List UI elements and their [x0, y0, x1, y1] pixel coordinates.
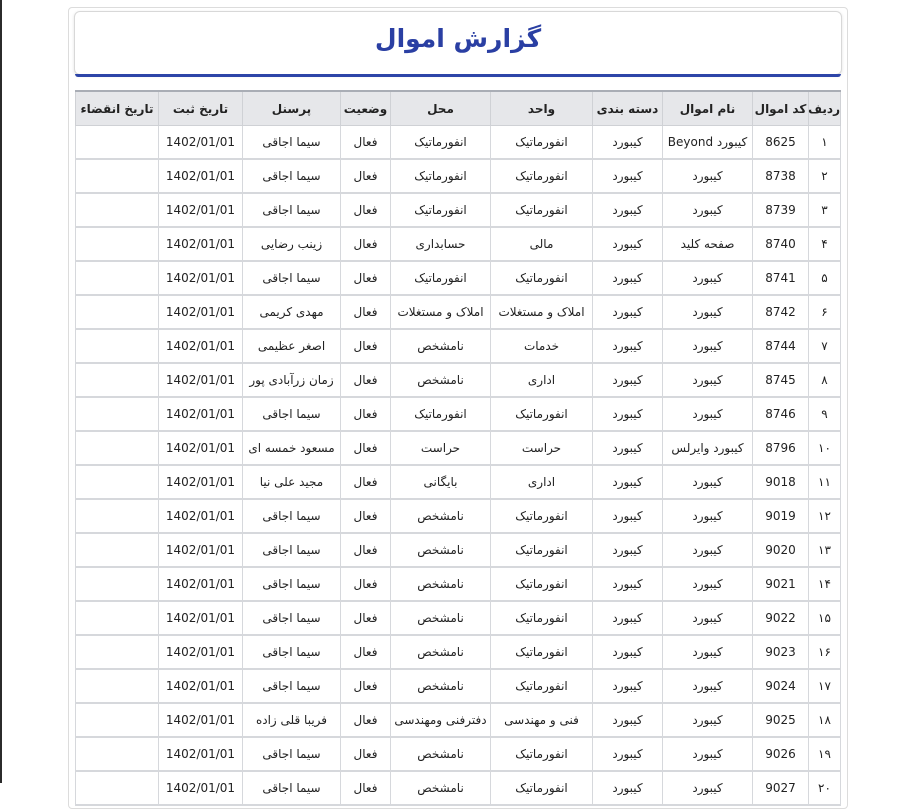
cell-personnel: سیما اجاقی [243, 601, 341, 635]
cell-category: کیبورد [593, 737, 663, 771]
cell-unit: انفورماتیک [491, 771, 593, 805]
cell-personnel: مسعود خمسه ای [243, 431, 341, 465]
cell-location: نامشخص [391, 499, 491, 533]
cell-asset-code: 8744 [753, 329, 809, 363]
header-asset-code[interactable]: کد اموال [753, 91, 809, 126]
cell-unit: انفورماتیک [491, 533, 593, 567]
cell-unit: انفورماتیک [491, 397, 593, 431]
cell-category: کیبورد [593, 499, 663, 533]
cell-asset-name: کیبورد [663, 159, 753, 193]
cell-unit: اداری [491, 363, 593, 397]
cell-personnel: سیما اجاقی [243, 533, 341, 567]
page-title: گزارش اموال [374, 24, 542, 53]
cell-category: کیبورد [593, 431, 663, 465]
cell-unit: انفورماتیک [491, 499, 593, 533]
cell-register-date: 1402/01/01 [159, 465, 243, 499]
cell-category: کیبورد [593, 329, 663, 363]
cell-status: فعال [341, 261, 391, 295]
table-row[interactable] [76, 499, 841, 533]
cell-expiry-date [76, 567, 159, 601]
cell-asset-code: 8796 [753, 431, 809, 465]
cell-location: انفورماتیک [391, 397, 491, 431]
cell-expiry-date [76, 126, 159, 160]
cell-expiry-date [76, 261, 159, 295]
cell-location: حسابداری [391, 227, 491, 261]
cell-asset-code: 9022 [753, 601, 809, 635]
cell-row-number: ۶ [809, 295, 841, 329]
cell-expiry-date [76, 771, 159, 805]
header-row-number[interactable]: ردیف [809, 91, 841, 126]
header-personnel[interactable]: پرسنل [243, 91, 341, 126]
cell-unit: انفورماتیک [491, 126, 593, 160]
cell-status: فعال [341, 295, 391, 329]
cell-register-date: 1402/01/01 [159, 261, 243, 295]
cell-expiry-date [76, 431, 159, 465]
cell-status: فعال [341, 193, 391, 227]
cell-asset-name: کیبورد [663, 771, 753, 805]
cell-asset-name: کیبورد [663, 635, 753, 669]
cell-asset-name: کیبورد [663, 533, 753, 567]
cell-personnel: فریبا قلی زاده [243, 703, 341, 737]
cell-location: حراست [391, 431, 491, 465]
cell-expiry-date [76, 295, 159, 329]
cell-asset-code: 8742 [753, 295, 809, 329]
cell-row-number: ۷ [809, 329, 841, 363]
cell-expiry-date [76, 363, 159, 397]
cell-expiry-date [76, 465, 159, 499]
cell-row-number: ۱۱ [809, 465, 841, 499]
cell-status: فعال [341, 669, 391, 703]
cell-unit: انفورماتیک [491, 567, 593, 601]
cell-row-number: ۴ [809, 227, 841, 261]
cell-asset-name: کیبورد [663, 703, 753, 737]
cell-register-date: 1402/01/01 [159, 703, 243, 737]
table-row[interactable] [76, 227, 841, 261]
cell-asset-code: 9024 [753, 669, 809, 703]
cell-asset-name: کیبورد [663, 193, 753, 227]
cell-category: کیبورد [593, 635, 663, 669]
cell-row-number: ۲۰ [809, 771, 841, 805]
cell-asset-code: 9027 [753, 771, 809, 805]
cell-status: فعال [341, 635, 391, 669]
cell-category: کیبورد [593, 397, 663, 431]
table-row[interactable] [76, 431, 841, 465]
cell-register-date: 1402/01/01 [159, 329, 243, 363]
cell-unit: انفورماتیک [491, 737, 593, 771]
cell-location: نامشخص [391, 329, 491, 363]
cell-personnel: سیما اجاقی [243, 635, 341, 669]
cell-personnel: سیما اجاقی [243, 771, 341, 805]
table-row[interactable] [76, 703, 841, 737]
cell-asset-name: کیبورد [663, 499, 753, 533]
cell-asset-name: کیبورد [663, 397, 753, 431]
cell-row-number: ۱۴ [809, 567, 841, 601]
cell-row-number: ۱۸ [809, 703, 841, 737]
cell-personnel: مجید علی نیا [243, 465, 341, 499]
cell-asset-code: 9025 [753, 703, 809, 737]
report-header-card [74, 11, 842, 75]
cell-status: فعال [341, 363, 391, 397]
cell-asset-code: 8741 [753, 261, 809, 295]
cell-unit: اداری [491, 465, 593, 499]
cell-register-date: 1402/01/01 [159, 669, 243, 703]
cell-personnel: سیما اجاقی [243, 193, 341, 227]
table-row[interactable] [76, 533, 841, 567]
cell-asset-name: کیبورد [663, 737, 753, 771]
cell-asset-code: 9026 [753, 737, 809, 771]
cell-status: فعال [341, 159, 391, 193]
cell-asset-code: 8740 [753, 227, 809, 261]
cell-unit: مالی [491, 227, 593, 261]
cell-unit: انفورماتیک [491, 193, 593, 227]
assets-table-container [75, 90, 840, 806]
table-row[interactable] [76, 669, 841, 703]
cell-row-number: ۵ [809, 261, 841, 295]
cell-expiry-date [76, 397, 159, 431]
cell-category: کیبورد [593, 567, 663, 601]
table-row[interactable] [76, 329, 841, 363]
cell-row-number: ۳ [809, 193, 841, 227]
cell-expiry-date [76, 329, 159, 363]
cell-personnel: سیما اجاقی [243, 397, 341, 431]
cell-location: انفورماتیک [391, 159, 491, 193]
cell-asset-code: 8625 [753, 126, 809, 160]
table-row[interactable] [76, 465, 841, 499]
cell-register-date: 1402/01/01 [159, 295, 243, 329]
cell-personnel: اصغر عظیمی [243, 329, 341, 363]
cell-status: فعال [341, 465, 391, 499]
cell-expiry-date [76, 737, 159, 771]
cell-asset-name: کیبورد [663, 295, 753, 329]
cell-status: فعال [341, 126, 391, 160]
cell-asset-name: کیبورد وایرلس [663, 431, 753, 465]
cell-asset-name: کیبورد [663, 329, 753, 363]
cell-status: فعال [341, 227, 391, 261]
cell-asset-code: 8738 [753, 159, 809, 193]
cell-unit: خدمات [491, 329, 593, 363]
cell-row-number: ۱۹ [809, 737, 841, 771]
cell-row-number: ۱۳ [809, 533, 841, 567]
report-page [68, 7, 848, 809]
cell-expiry-date [76, 499, 159, 533]
cell-status: فعال [341, 737, 391, 771]
header-register-date[interactable]: تاریخ ثبت [159, 91, 243, 126]
cell-expiry-date [76, 533, 159, 567]
cell-register-date: 1402/01/01 [159, 635, 243, 669]
cell-register-date: 1402/01/01 [159, 431, 243, 465]
cell-status: فعال [341, 601, 391, 635]
cell-unit: انفورماتیک [491, 635, 593, 669]
cell-location: نامشخص [391, 737, 491, 771]
cell-location: نامشخص [391, 601, 491, 635]
cell-expiry-date [76, 193, 159, 227]
cell-personnel: سیما اجاقی [243, 126, 341, 160]
cell-unit: انفورماتیک [491, 601, 593, 635]
cell-register-date: 1402/01/01 [159, 601, 243, 635]
cell-row-number: ۸ [809, 363, 841, 397]
cell-asset-code: 9020 [753, 533, 809, 567]
cell-personnel: سیما اجاقی [243, 737, 341, 771]
cell-row-number: ۲ [809, 159, 841, 193]
cell-location: نامشخص [391, 635, 491, 669]
cell-asset-name: کیبورد [663, 261, 753, 295]
table-row[interactable] [76, 397, 841, 431]
header-asset-name[interactable]: نام اموال [663, 91, 753, 126]
cell-unit: املاک و مستغلات [491, 295, 593, 329]
cell-status: فعال [341, 397, 391, 431]
cell-status: فعال [341, 703, 391, 737]
cell-personnel: سیما اجاقی [243, 669, 341, 703]
cell-row-number: ۱۷ [809, 669, 841, 703]
cell-row-number: ۱۵ [809, 601, 841, 635]
table-row[interactable] [76, 601, 841, 635]
cell-status: فعال [341, 771, 391, 805]
cell-status: فعال [341, 329, 391, 363]
cell-expiry-date [76, 227, 159, 261]
cell-location: دفترفنی ومهندسی [391, 703, 491, 737]
table-row[interactable] [76, 295, 841, 329]
cell-location: نامشخص [391, 669, 491, 703]
cell-register-date: 1402/01/01 [159, 567, 243, 601]
cell-category: کیبورد [593, 159, 663, 193]
cell-category: کیبورد [593, 601, 663, 635]
cell-location: نامشخص [391, 771, 491, 805]
cell-location: بایگانی [391, 465, 491, 499]
cell-register-date: 1402/01/01 [159, 499, 243, 533]
cell-expiry-date [76, 635, 159, 669]
cell-category: کیبورد [593, 227, 663, 261]
cell-status: فعال [341, 431, 391, 465]
cell-personnel: زینب رضایی [243, 227, 341, 261]
header-expiry-date[interactable]: تاریخ انقضاء [76, 91, 159, 126]
table-row[interactable] [76, 635, 841, 669]
cell-unit: انفورماتیک [491, 159, 593, 193]
cell-expiry-date [76, 601, 159, 635]
cell-category: کیبورد [593, 771, 663, 805]
cell-register-date: 1402/01/01 [159, 363, 243, 397]
table-row[interactable] [76, 126, 841, 160]
cell-asset-name: کیبورد [663, 601, 753, 635]
table-header-row [76, 91, 841, 126]
cell-register-date: 1402/01/01 [159, 159, 243, 193]
cell-row-number: ۱۶ [809, 635, 841, 669]
cell-unit: فنی و مهندسی [491, 703, 593, 737]
cell-location: انفورماتیک [391, 261, 491, 295]
cell-expiry-date [76, 703, 159, 737]
header-location[interactable]: محل [391, 91, 491, 126]
header-status[interactable]: وضعیت [341, 91, 391, 126]
cell-category: کیبورد [593, 703, 663, 737]
table-row[interactable] [76, 159, 841, 193]
cell-expiry-date [76, 159, 159, 193]
cell-row-number: ۱۲ [809, 499, 841, 533]
cell-category: کیبورد [593, 295, 663, 329]
cell-unit: انفورماتیک [491, 261, 593, 295]
cell-status: فعال [341, 533, 391, 567]
cell-asset-code: 8739 [753, 193, 809, 227]
cell-location: نامشخص [391, 567, 491, 601]
header-unit[interactable]: واحد [491, 91, 593, 126]
cell-location: انفورماتیک [391, 193, 491, 227]
cell-asset-code: 9019 [753, 499, 809, 533]
cell-category: کیبورد [593, 465, 663, 499]
cell-asset-name: کیبورد [663, 465, 753, 499]
table-row[interactable] [76, 567, 841, 601]
cell-asset-name: کیبورد Beyond [663, 126, 753, 160]
cell-category: کیبورد [593, 193, 663, 227]
title-accent-bar [75, 74, 841, 77]
cell-asset-name: کیبورد [663, 669, 753, 703]
cell-register-date: 1402/01/01 [159, 126, 243, 160]
cell-location: نامشخص [391, 533, 491, 567]
cell-personnel: مهدی کریمی [243, 295, 341, 329]
cell-asset-code: 9018 [753, 465, 809, 499]
cell-personnel: زمان زرآبادی پور [243, 363, 341, 397]
cell-location: املاک و مستغلات [391, 295, 491, 329]
cell-category: کیبورد [593, 533, 663, 567]
cell-location: انفورماتیک [391, 126, 491, 160]
cell-asset-name: کیبورد [663, 567, 753, 601]
table-row[interactable] [76, 737, 841, 771]
cell-category: کیبورد [593, 363, 663, 397]
cell-asset-name: صفحه کلید [663, 227, 753, 261]
cell-asset-code: 9021 [753, 567, 809, 601]
cell-asset-code: 8746 [753, 397, 809, 431]
table-row[interactable] [76, 363, 841, 397]
cell-row-number: ۱ [809, 126, 841, 160]
cell-unit: انفورماتیک [491, 669, 593, 703]
window-edge [0, 0, 2, 783]
table-row[interactable] [76, 261, 841, 295]
header-category[interactable]: دسته بندی [593, 91, 663, 126]
cell-category: کیبورد [593, 261, 663, 295]
cell-personnel: سیما اجاقی [243, 261, 341, 295]
table-row[interactable] [76, 193, 841, 227]
cell-register-date: 1402/01/01 [159, 771, 243, 805]
cell-status: فعال [341, 567, 391, 601]
cell-personnel: سیما اجاقی [243, 567, 341, 601]
cell-unit: حراست [491, 431, 593, 465]
cell-personnel: سیما اجاقی [243, 159, 341, 193]
cell-asset-name: کیبورد [663, 363, 753, 397]
cell-row-number: ۱۰ [809, 431, 841, 465]
cell-personnel: سیما اجاقی [243, 499, 341, 533]
cell-asset-code: 8745 [753, 363, 809, 397]
cell-register-date: 1402/01/01 [159, 533, 243, 567]
cell-register-date: 1402/01/01 [159, 737, 243, 771]
cell-row-number: ۹ [809, 397, 841, 431]
cell-asset-code: 9023 [753, 635, 809, 669]
table-row[interactable] [76, 771, 841, 805]
assets-table [75, 90, 841, 806]
cell-register-date: 1402/01/01 [159, 227, 243, 261]
cell-category: کیبورد [593, 669, 663, 703]
cell-register-date: 1402/01/01 [159, 397, 243, 431]
cell-category: کیبورد [593, 126, 663, 160]
cell-location: نامشخص [391, 363, 491, 397]
cell-register-date: 1402/01/01 [159, 193, 243, 227]
cell-status: فعال [341, 499, 391, 533]
cell-expiry-date [76, 669, 159, 703]
